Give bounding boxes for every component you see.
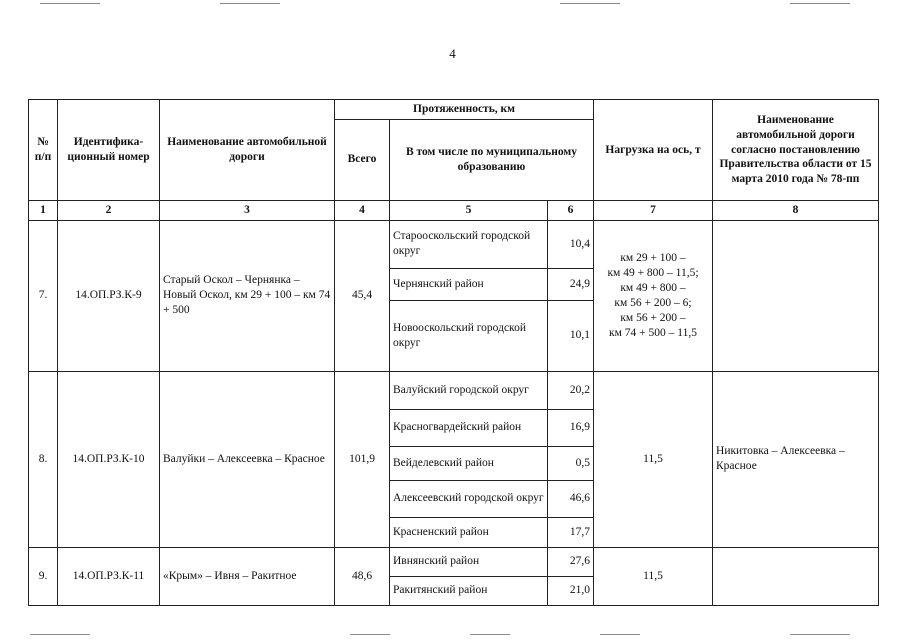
column-number: 3 xyxy=(160,200,335,220)
municipal-length: 17,7 xyxy=(548,517,594,547)
header-name: Наименование автомобильной дороги xyxy=(160,100,335,201)
bottom-edge-rule xyxy=(470,634,510,635)
header-no: № п/п xyxy=(29,100,58,201)
municipal-name: Красногвардейский район xyxy=(390,409,548,446)
road-name: Старый Оскол – Чернянка – Новый Оскол, км 29 + 100 – км 74 + 500 xyxy=(160,220,335,371)
municipal-name: Красненский район xyxy=(390,517,548,547)
bottom-edge-rule xyxy=(350,634,390,635)
column-number: 4 xyxy=(335,200,390,220)
municipal-name: Ивнянский район xyxy=(390,547,548,576)
axle-load-line: км 29 + 100 – xyxy=(620,252,686,265)
road-id: 14.ОП.РЗ.К-11 xyxy=(58,547,160,605)
road-total-length: 48,6 xyxy=(335,547,390,605)
axle-load-line: км 56 + 200 – 6; xyxy=(614,296,692,309)
municipal-name: Валуйский городской округ xyxy=(390,371,548,409)
header-load: Нагрузка на ось, т xyxy=(594,100,713,201)
road-total-length: 45,4 xyxy=(335,220,390,371)
decree-road-name xyxy=(713,220,879,371)
top-edge-rule xyxy=(40,3,100,4)
header-including: В том числе по муниципальному образованию xyxy=(390,119,594,200)
road-id: 14.ОП.РЗ.К-10 xyxy=(58,371,160,547)
municipal-length: 0,5 xyxy=(548,446,594,480)
road-id: 14.ОП.РЗ.К-9 xyxy=(58,220,160,371)
top-edge-rule xyxy=(220,3,280,4)
municipal-length: 16,9 xyxy=(548,409,594,446)
municipal-name: Ракитянский район xyxy=(390,576,548,605)
municipal-length: 46,6 xyxy=(548,480,594,517)
municipal-name: Новооскольский городской округ xyxy=(390,300,548,371)
column-number-row xyxy=(29,200,879,220)
municipal-name: Чернянский район xyxy=(390,268,548,300)
road-name: Валуйки – Алексеевка – Красное xyxy=(160,371,335,547)
decree-road-name: Никитовка – Алексеевка – Красное xyxy=(713,371,879,547)
axle-load xyxy=(594,220,713,371)
table-row xyxy=(29,547,879,576)
bottom-edge-rule xyxy=(30,634,90,635)
top-edge-rule xyxy=(560,3,620,4)
header-length: Протяженность, км xyxy=(335,100,594,120)
municipal-length: 24,9 xyxy=(548,268,594,300)
decree-road-name xyxy=(713,547,879,605)
axle-load-line: км 49 + 800 – 11,5; xyxy=(607,267,699,279)
bottom-edge-rule xyxy=(790,634,850,635)
column-number: 7 xyxy=(594,200,713,220)
row-number: 9. xyxy=(29,547,58,605)
axle-load-line: км 56 + 200 – xyxy=(620,311,686,324)
top-edge-rule xyxy=(790,3,850,4)
road-total-length: 101,9 xyxy=(335,371,390,547)
municipal-length: 20,2 xyxy=(548,371,594,409)
municipal-length: 10,1 xyxy=(548,300,594,371)
header-id: Идентифика-ционный номер xyxy=(58,100,160,201)
municipal-length: 27,6 xyxy=(548,547,594,576)
municipal-name: Старооскольский городской округ xyxy=(390,220,548,268)
page-number: 4 xyxy=(449,46,456,61)
road-name: «Крым» – Ивня – Ракитное xyxy=(160,547,335,605)
bottom-edge-rule xyxy=(600,634,640,635)
axle-load: 11,5 xyxy=(594,547,713,605)
column-number: 1 xyxy=(29,200,58,220)
table-row xyxy=(29,371,879,409)
municipal-name: Алексеевский городской округ xyxy=(390,480,548,517)
axle-load-line: км 49 + 800 – xyxy=(620,281,686,294)
header-total: Всего xyxy=(335,119,390,200)
table-row xyxy=(29,220,879,268)
municipal-name: Вейделевский район xyxy=(390,446,548,480)
header-decree: Наименование автомобильной дороги согласно постановлению Правительства области от 15 марта 2010 года № 78-пп xyxy=(713,100,879,201)
row-number: 8. xyxy=(29,371,58,547)
column-number: 5 xyxy=(390,200,548,220)
municipal-length: 10,4 xyxy=(548,220,594,268)
column-number: 6 xyxy=(548,200,594,220)
axle-load: 11,5 xyxy=(594,371,713,547)
axle-load-line: км 74 + 500 – 11,5 xyxy=(609,326,697,339)
column-number: 8 xyxy=(713,200,879,220)
roads-table xyxy=(28,99,879,606)
municipal-length: 21,0 xyxy=(548,576,594,605)
column-number: 2 xyxy=(58,200,160,220)
row-number: 7. xyxy=(29,220,58,371)
